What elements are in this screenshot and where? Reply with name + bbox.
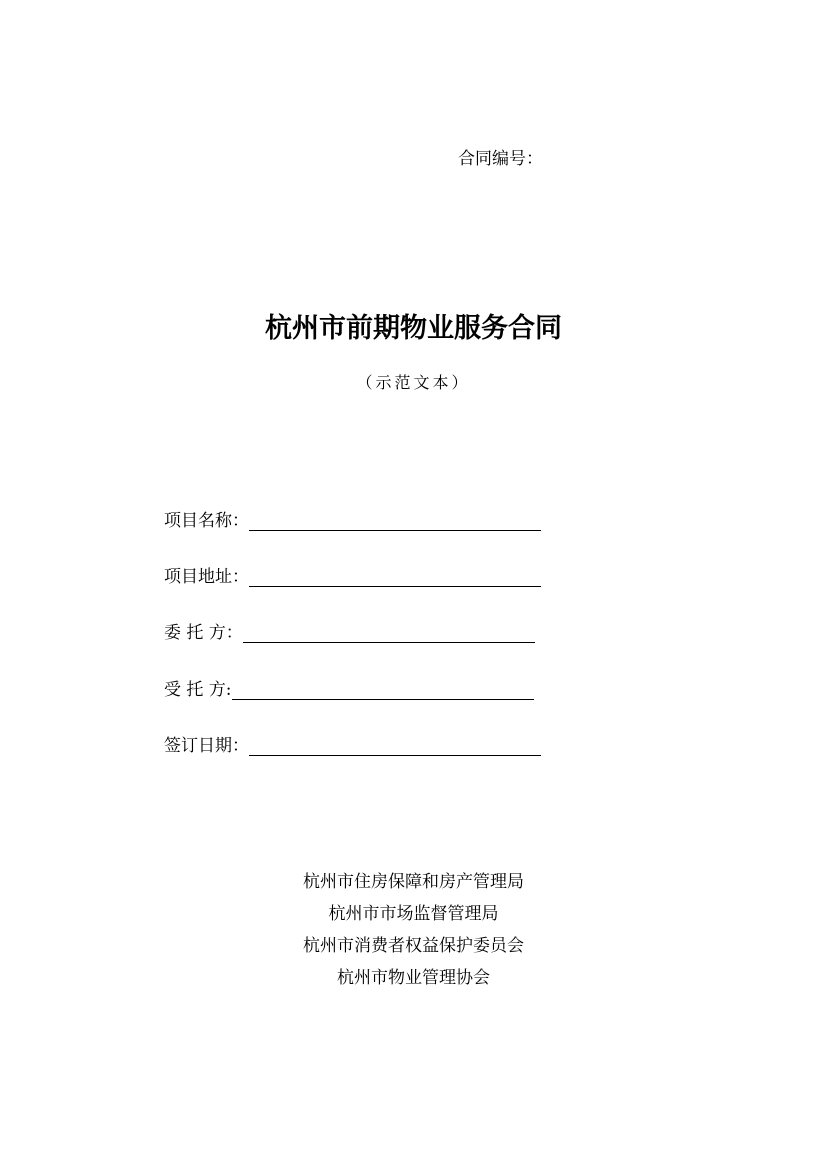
project-name-label: 项目名称： [164, 511, 249, 531]
contractor-party-blank-line [232, 679, 534, 700]
document-subtitle: （示范文本） [356, 373, 471, 392]
signing-date-label: 签订日期： [164, 736, 249, 756]
project-address-label: 项目地址： [164, 567, 249, 587]
document-title-text: 杭州市前期物业服务合同 [265, 313, 562, 344]
issuer-line: 杭州市住房保障和房产管理局 [303, 872, 524, 892]
issuer-line: 杭州市消费者权益保护委员会 [303, 936, 524, 956]
project-name-blank-line [249, 510, 541, 531]
contract-number-label: 合同编号： [458, 149, 543, 169]
client-party-field [164, 617, 535, 643]
issuer-line: 杭州市物业管理协会 [337, 968, 490, 988]
project-address-field [164, 561, 541, 587]
client-party-label: 委 托 方： [164, 623, 243, 643]
contractor-party-field [164, 674, 534, 700]
document-title [0, 306, 827, 345]
signing-date-field [164, 730, 541, 756]
project-name-field [164, 505, 541, 531]
project-address-blank-line [249, 566, 541, 587]
signing-date-blank-line [249, 735, 541, 756]
issuing-authorities [0, 866, 827, 994]
client-party-blank-line [243, 622, 535, 643]
issuer-line: 杭州市市场监督管理局 [328, 904, 499, 924]
contractor-party-label: 受 托 方: [164, 680, 232, 700]
